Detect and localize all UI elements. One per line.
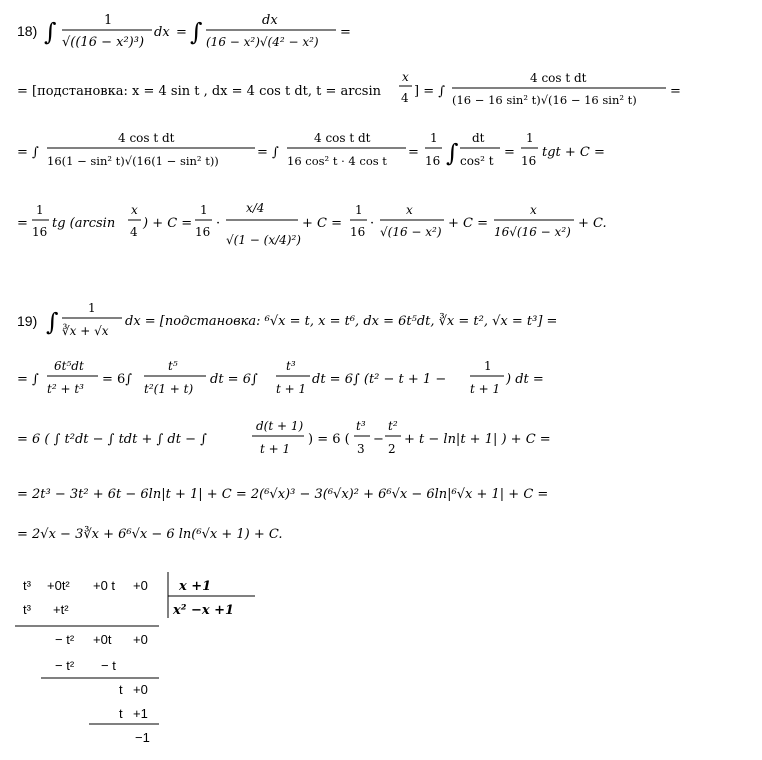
fraction-numerator: 1 xyxy=(484,359,492,373)
fraction-numerator: dt xyxy=(472,131,485,145)
problem-19-line-1 xyxy=(0,298,762,346)
expansion-text: = 2t³ − 3t² + 6t − 6ln|t + 1| + C = 2(⁶√x)³ − 3(⁶√x)² + 6⁶√x − 6ln|⁶√x + 1| + C = xyxy=(17,487,549,502)
result-text: dt = 6∫ (t² − t + 1 − xyxy=(312,372,447,387)
fraction-denominator: 3 xyxy=(357,442,365,456)
fraction-denominator: 16 xyxy=(350,225,366,239)
problem-18-number: 18) xyxy=(17,23,38,39)
final-answer: = 2√x − 3∛x + 6⁶√x − 6 ln(⁶√x + 1) + C. xyxy=(17,527,283,542)
fraction-numerator: x xyxy=(530,203,537,217)
fraction-numerator: 1 xyxy=(355,203,363,217)
equals-integral: = ∫ xyxy=(17,372,39,387)
division-term: t xyxy=(119,706,123,721)
fraction-denominator: cos² t xyxy=(460,154,494,168)
fraction-numerator: t³ xyxy=(356,419,366,433)
equals-integral: = ∫ xyxy=(257,145,279,160)
division-term: +0 t xyxy=(93,578,116,593)
substitution-text: dx = [подстановка: ⁶√x = t, x = t⁶, dx = 6t⁵dt, ∛x = t², √x = t³] = xyxy=(125,314,558,329)
division-term: t xyxy=(119,682,123,697)
result-text: + C = xyxy=(302,216,342,231)
problem-18-line-3 xyxy=(0,128,762,176)
fraction-numerator: x xyxy=(131,203,138,217)
problem-19-line-5 xyxy=(0,516,762,556)
equals-sign: = xyxy=(670,84,681,99)
integral-sum: = 6 ( ∫ t²dt − ∫ tdt + ∫ dt − ∫ xyxy=(17,432,207,447)
fraction-numerator: x xyxy=(402,70,409,84)
fraction-denominator: t + 1 xyxy=(276,382,307,396)
quotient: x² −x +1 xyxy=(173,603,235,618)
division-term: +0 xyxy=(133,632,148,647)
problem-19-line-4 xyxy=(0,476,762,516)
division-term: +0t xyxy=(93,632,112,647)
equals-sign: = xyxy=(504,145,515,160)
fraction-denominator: 16 cos² t · 4 cos t xyxy=(287,154,387,168)
fraction-denominator: ∛x + √x xyxy=(62,324,109,338)
result-text: ) + C = xyxy=(143,216,193,231)
fraction-denominator: 16 xyxy=(521,154,537,168)
polynomial-long-division xyxy=(15,570,265,750)
problem-19-line-2 xyxy=(0,356,762,404)
equals-sign: = xyxy=(176,25,187,40)
substitution-text: = [подстановка: x = 4 sin t , dx = 4 cos t dt, t = arcsin xyxy=(17,84,381,99)
closing-bracket: ] = ∫ xyxy=(414,84,446,99)
result-text: + t − ln|t + 1| ) + C = xyxy=(404,432,551,447)
fraction-denominator: 2 xyxy=(388,442,396,456)
equals-sign: = xyxy=(408,145,419,160)
problem-18-line-1 xyxy=(0,6,762,54)
fraction-denominator: t² + t³ xyxy=(47,382,84,396)
fraction-numerator: 4 cos t dt xyxy=(314,131,371,145)
fraction-denominator: 4 xyxy=(130,225,138,239)
equals-integral: = ∫ xyxy=(17,145,39,160)
fraction-numerator: 1 xyxy=(104,13,113,28)
division-term: − t² xyxy=(55,658,75,673)
fraction-denominator: 4 xyxy=(401,91,409,105)
fraction-numerator: t³ xyxy=(286,359,296,373)
integral-sign: ∫ xyxy=(44,18,57,46)
fraction-numerator: 4 cos t dt xyxy=(118,131,175,145)
problem-19-line-3 xyxy=(0,416,762,464)
integral-sign: ∫ xyxy=(46,308,59,336)
multiplication-dot: · xyxy=(216,216,221,231)
fraction-denominator: t + 1 xyxy=(260,442,291,456)
fraction-numerator: x xyxy=(406,203,413,217)
division-term: − t xyxy=(101,658,116,673)
fraction-denominator: (16 − x²)√(4² − x²) xyxy=(206,35,319,49)
equals-sign: = xyxy=(340,25,351,40)
fraction-denominator: 16√(16 − x²) xyxy=(494,225,571,239)
division-term: t³ xyxy=(23,602,31,617)
division-term: +0 xyxy=(133,682,148,697)
remainder: −1 xyxy=(135,730,150,745)
integral-sign: ∫ xyxy=(190,18,203,46)
result-text: ) dt = xyxy=(506,372,544,387)
tangent-arcsin: tg (arcsin xyxy=(52,216,116,231)
division-term: t³ xyxy=(23,578,31,593)
equals-sign: = xyxy=(17,216,28,231)
fraction-numerator: 1 xyxy=(200,203,208,217)
division-term: +0 xyxy=(133,578,148,593)
fraction-denominator: √(16 − x²) xyxy=(380,225,442,239)
division-term: +t² xyxy=(53,602,69,617)
fraction-denominator: 16(1 − sin² t)√(16(1 − sin² t)) xyxy=(47,154,219,168)
fraction-denominator: √(1 − (x/4)²) xyxy=(226,233,301,247)
fraction-denominator: 16 xyxy=(425,154,441,168)
differential: dx xyxy=(154,25,170,40)
fraction-denominator: t + 1 xyxy=(470,382,501,396)
fraction-numerator: 1 xyxy=(88,301,96,315)
fraction-numerator: 1 xyxy=(526,131,534,145)
fraction-denominator: t²(1 + t) xyxy=(144,382,194,396)
fraction-denominator: (16 − 16 sin² t)√(16 − 16 sin² t) xyxy=(452,93,637,107)
equals-integral: = 6∫ xyxy=(102,372,133,387)
multiplication-dot: · xyxy=(370,216,375,231)
fraction-denominator: 16 xyxy=(32,225,48,239)
result-text: tgt + C = xyxy=(542,145,605,160)
minus-sign: − xyxy=(373,432,384,447)
fraction-numerator: t⁵ xyxy=(168,359,178,373)
fraction-numerator: t² xyxy=(388,419,398,433)
division-term: +1 xyxy=(133,706,148,721)
result-text: + C = xyxy=(448,216,488,231)
fraction-numerator: d(t + 1) xyxy=(256,419,304,433)
problem-19-number: 19) xyxy=(17,313,38,329)
problem-18-line-2 xyxy=(0,68,762,116)
fraction-numerator: x/4 xyxy=(246,201,265,215)
result-text: dt = 6∫ xyxy=(210,372,258,387)
division-term: − t² xyxy=(55,632,75,647)
divisor: x +1 xyxy=(179,579,212,594)
problem-18-line-4 xyxy=(0,186,762,266)
fraction-numerator: 1 xyxy=(430,131,438,145)
integral-sign: ∫ xyxy=(446,139,459,167)
fraction-numerator: 6t⁵dt xyxy=(54,359,84,373)
division-term: +0t² xyxy=(47,578,70,593)
result-text: ) = 6 ( xyxy=(308,432,350,447)
fraction-numerator: 4 cos t dt xyxy=(530,71,587,85)
fraction-numerator: 1 xyxy=(36,203,44,217)
result-text: + C. xyxy=(578,216,607,231)
fraction-denominator: 16 xyxy=(195,225,211,239)
fraction-denominator: √((16 − x²)³) xyxy=(62,35,145,50)
fraction-numerator: dx xyxy=(262,13,278,28)
